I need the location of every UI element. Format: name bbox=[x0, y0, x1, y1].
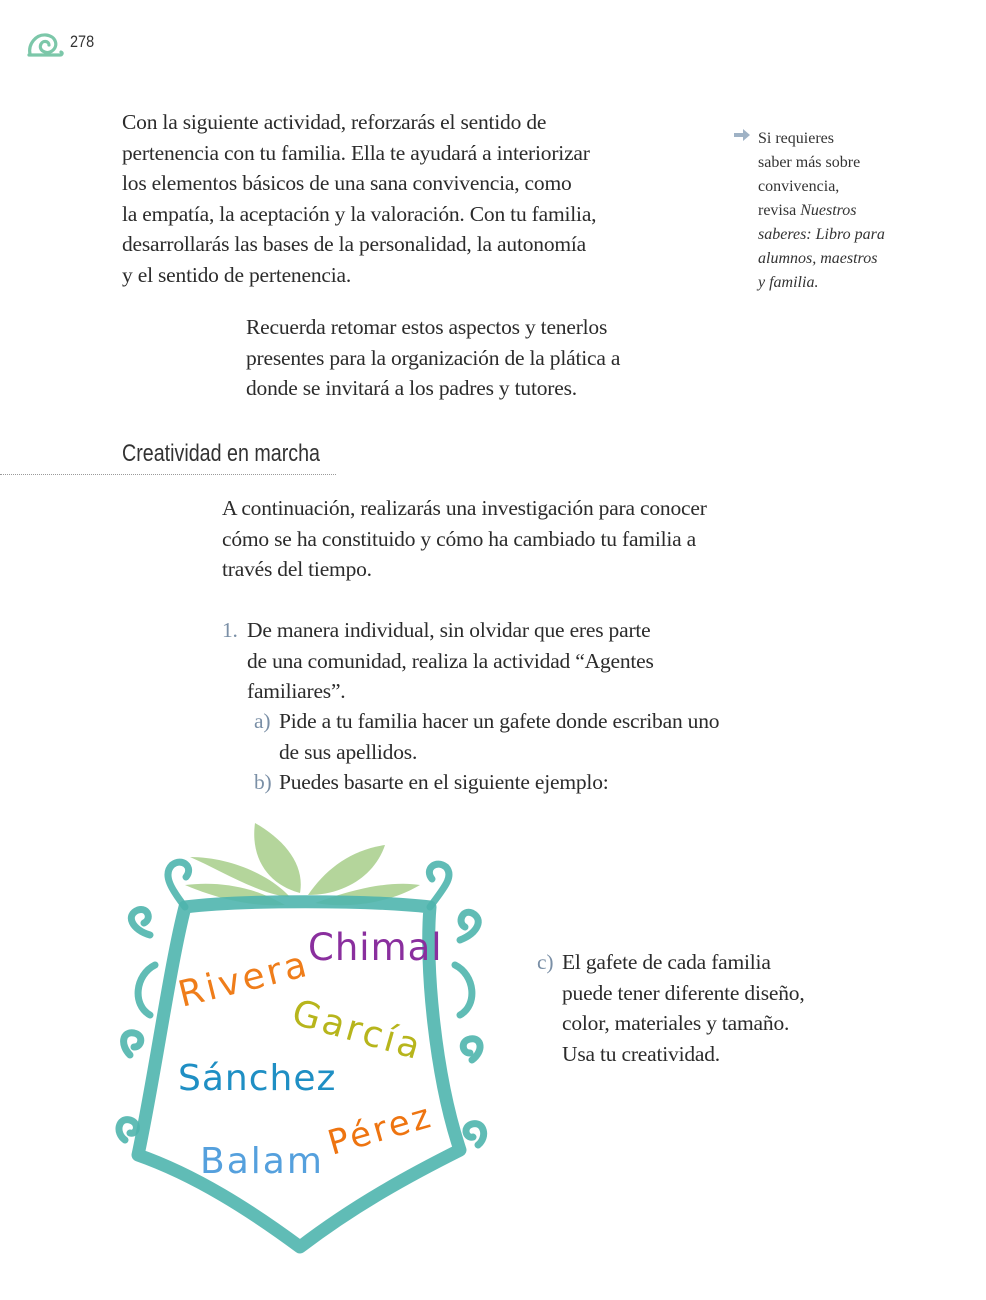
item-marker: c) bbox=[537, 950, 554, 974]
leaves-decoration bbox=[185, 823, 420, 905]
reminder-paragraph bbox=[246, 312, 646, 404]
text-line: Recuerda retomar estos aspectos y tenerlos bbox=[246, 315, 608, 339]
section-title: Creatividad en marcha bbox=[122, 440, 320, 467]
text-line: de sus apellidos. bbox=[279, 739, 418, 764]
surname-perez: Pérez bbox=[323, 1095, 438, 1164]
text-line: los elementos básicos de una sana convivencia, como bbox=[122, 171, 572, 195]
sidenote-line bbox=[758, 199, 908, 223]
text-line: Usa tu creatividad. bbox=[562, 1041, 720, 1066]
text-line: puede tener diferente diseño, bbox=[562, 980, 805, 1005]
text-line: través del tiempo. bbox=[222, 557, 372, 581]
text-line: la empatía, la aceptación y la valoración. Con tu familia, bbox=[122, 201, 597, 226]
section-divider bbox=[0, 474, 336, 475]
item-marker: 1. bbox=[222, 618, 238, 642]
book-title-part: saberes: Libro para bbox=[758, 226, 885, 243]
text-line: El gafete de cada familia bbox=[562, 950, 771, 974]
sidenote-line: Si requieres bbox=[758, 130, 834, 147]
surname-chimal: Chimal bbox=[308, 926, 443, 969]
book-title-part: alumnos, maestros bbox=[758, 250, 878, 267]
text-line: Con la siguiente actividad, reforzarás el sentido de bbox=[122, 110, 547, 134]
page-number: 278 bbox=[70, 32, 95, 51]
sidenote-revisa: revisa bbox=[758, 202, 801, 219]
text-line: Pide a tu familia hacer un gafete donde escriban uno bbox=[279, 709, 720, 733]
surname-garcia: García bbox=[287, 992, 428, 1069]
text-line: y el sentido de pertenencia. bbox=[122, 262, 352, 287]
family-badge-illustration bbox=[110, 815, 500, 1265]
book-title-part: y familia. bbox=[758, 274, 819, 291]
surname-rivera: Rivera bbox=[174, 943, 314, 1016]
text-line: cómo se ha constituido y cómo ha cambiado tu familia a bbox=[222, 526, 697, 551]
surname-balam: Balam bbox=[200, 1141, 324, 1182]
text-line: De manera individual, sin olvidar que eres parte bbox=[247, 618, 651, 642]
item-marker: a) bbox=[254, 709, 271, 733]
text-line: color, materiales y tamaño. bbox=[562, 1011, 790, 1035]
text-line: Puedes basarte en el siguiente ejemplo: bbox=[279, 770, 609, 794]
sidenote-line: saber más sobre bbox=[758, 154, 861, 171]
text-line: presentes para la organización de la plática a bbox=[246, 345, 621, 370]
arrow-right-icon bbox=[733, 128, 751, 142]
sidenote-line: convivencia, bbox=[758, 178, 840, 195]
section-intro bbox=[222, 493, 742, 585]
text-line: familiares”. bbox=[247, 679, 346, 703]
item-marker: b) bbox=[254, 770, 272, 794]
sidenote bbox=[758, 127, 908, 295]
text-line: desarrollarás las bases de la personalidad, la autonomía bbox=[122, 232, 587, 256]
text-line: donde se invitará a los padres y tutores. bbox=[246, 376, 577, 400]
text-line: pertenencia con tu familia. Ella te ayudará a interiorizar bbox=[122, 140, 590, 165]
snail-icon bbox=[26, 30, 64, 60]
text-line: de una comunidad, realiza la actividad “Agentes bbox=[247, 648, 654, 673]
surname-sanchez: Sánchez bbox=[178, 1058, 337, 1099]
book-title-part: Nuestros bbox=[800, 202, 857, 219]
intro-paragraph bbox=[122, 107, 622, 290]
text-line: A continuación, realizarás una investigación para conocer bbox=[222, 496, 707, 520]
